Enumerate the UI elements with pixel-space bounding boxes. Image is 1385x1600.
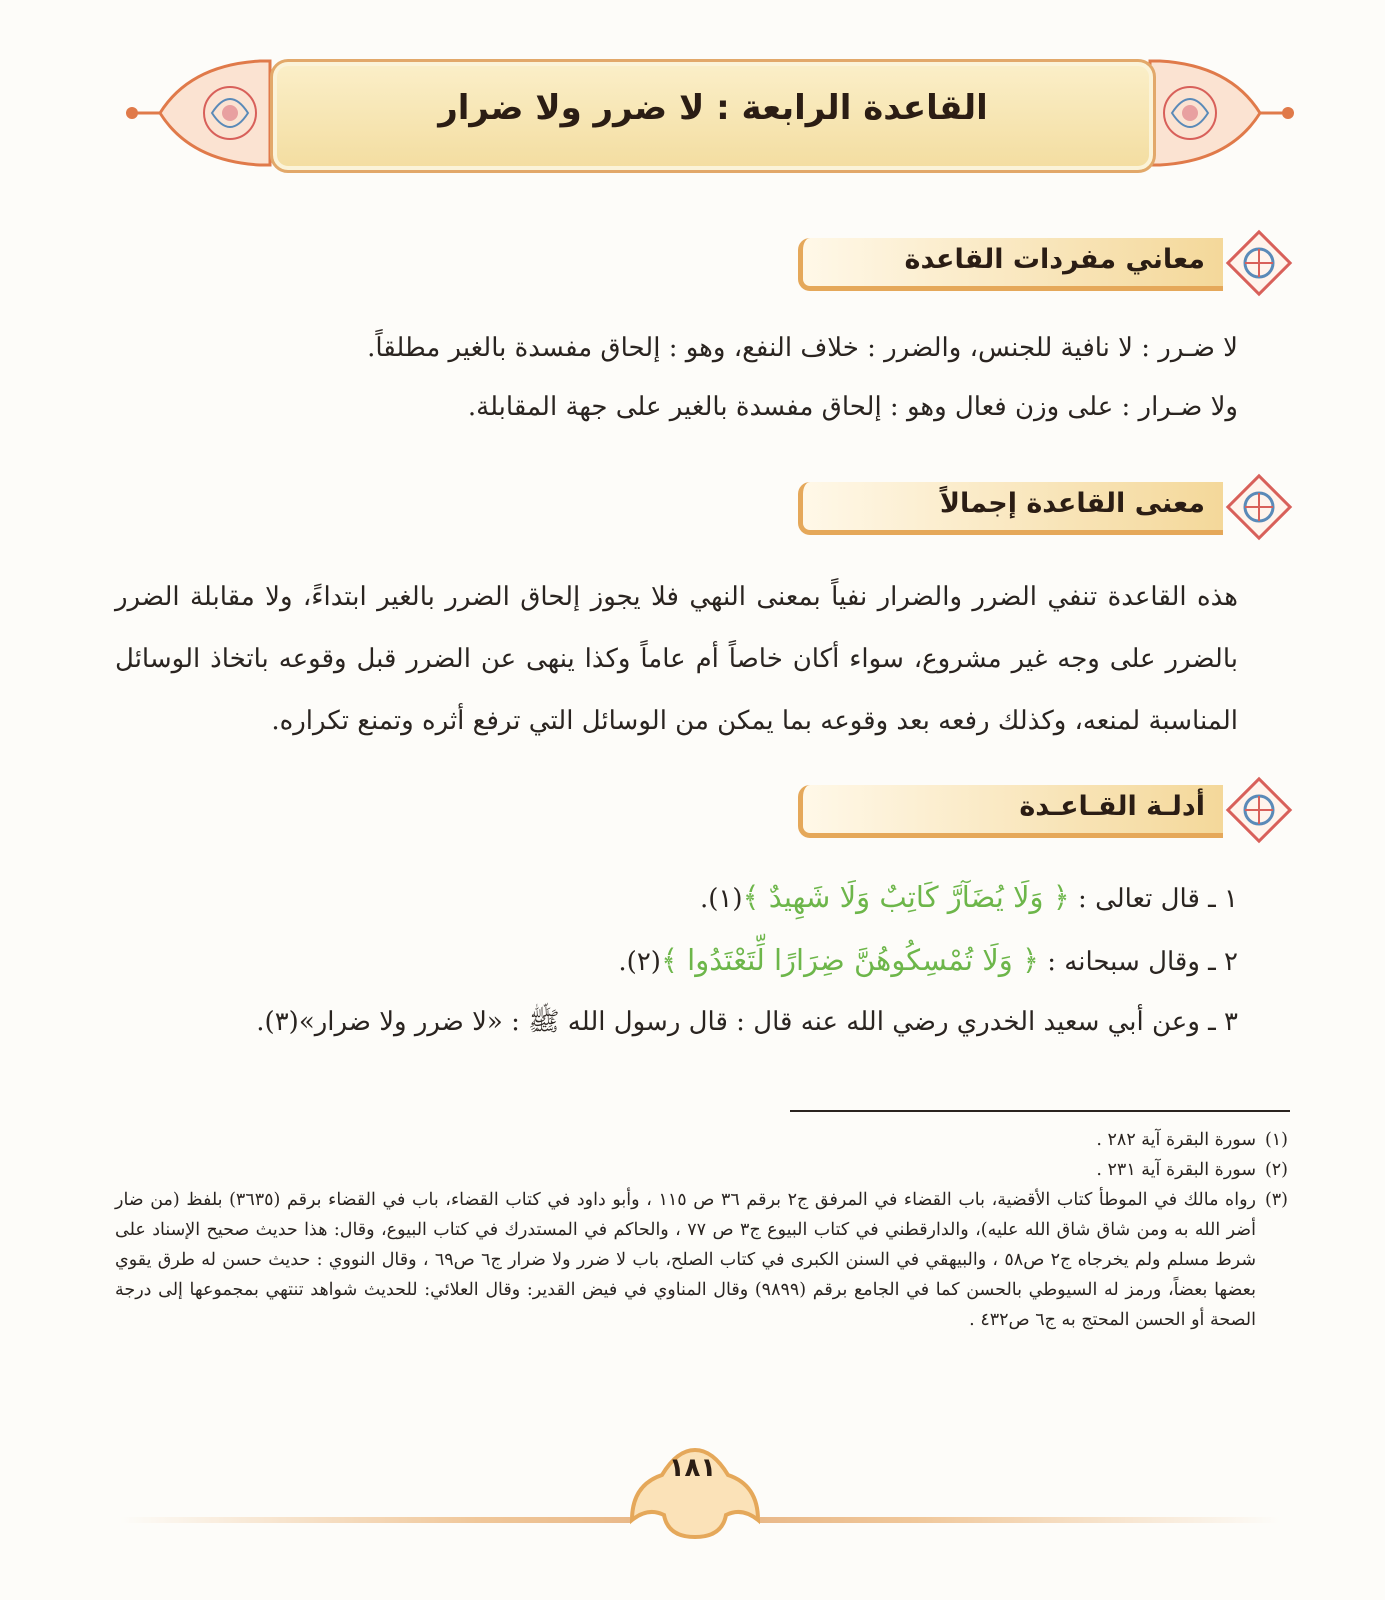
footnote-number: (٢)	[1264, 1160, 1288, 1180]
page-number: ١٨١	[668, 1453, 717, 1483]
quran-verse-1: ﴿ وَلَا يُضَآرَّ كَاتِبٌ وَلَا شَهِيدٌ ﴾	[742, 880, 1070, 914]
knot-ornament-icon	[1223, 228, 1295, 298]
chapter-banner	[120, 55, 1300, 175]
footnote-ref-2: (٢).	[618, 947, 661, 977]
evidence-item-2	[618, 943, 1238, 977]
chapter-title: القاعدة الرابعة : لا ضرر ولا ضرار	[438, 88, 988, 128]
footnote-ref-1: (١).	[699, 884, 743, 914]
section-title-vocab: معاني مفردات القاعدة	[904, 244, 1205, 275]
footnote-text: سورة البقرة آية ٢٣١ .	[1096, 1160, 1256, 1180]
evidence-item-3: ٣ ـ وعن أبي سعيد الخدري رضي الله عنه قال : قال رسول الله ﷺ : «لا ضرر ولا ضرار»(٣).	[256, 1007, 1238, 1037]
footnote-3	[115, 1185, 1288, 1335]
footnote-number: (٣)	[1264, 1190, 1288, 1210]
evidence-item-2-prefix: ٢ ـ وقال سبحانه :	[1039, 947, 1238, 977]
section-header-meaning	[795, 472, 1295, 542]
left-ornament-icon	[120, 55, 290, 171]
knot-ornament-icon	[1223, 775, 1295, 845]
banner-box	[270, 59, 1156, 173]
footer-line-left	[120, 1517, 630, 1523]
footnote-text: سورة البقرة آية ٢٨٢ .	[1096, 1130, 1256, 1150]
section-header-evidence	[795, 775, 1295, 845]
evidence-item-1-prefix: ١ ـ قال تعالى :	[1069, 884, 1238, 914]
evidence-item-1	[700, 880, 1238, 914]
meaning-paragraph: هذه القاعدة تنفي الضرر والضرار نفياً بمعنى النهي فلا يجوز إلحاق الضرر بالغير ابتداءً، ولا مقابلة الضرر بالضرر على وجه غير مشروع، سواء أكان خاصاً أم عاماً وكذا ينهى عن الضرر قبل وقوعه باتخاذ الوسائل المناسبة لمنعه، وكذلك رفعه بعد وقوعه بما يمكن من الوسائل التي ترفع أثره وتمنع تكراره.	[115, 582, 1238, 736]
vocab-line-2: ولا ضـرار : على وزن فعال وهو : إلحاق مفسدة بالغير على جهة المقابلة.	[467, 392, 1238, 422]
footnote-divider	[790, 1110, 1290, 1112]
section-title-meaning: معنى القاعدة إجمالاً	[939, 488, 1205, 519]
quran-verse-2: ﴿ وَلَا تُمْسِكُوهُنَّ ضِرَارًا لِّتَعْتَدُوا ﴾	[660, 943, 1040, 977]
footnote-1	[115, 1125, 1288, 1155]
vocab-line-1: لا ضـرر : لا نافية للجنس، والضرر : خلاف النفع، وهو : إلحاق مفسدة بالغير مطلقاً.	[367, 333, 1238, 363]
footer-line-right	[760, 1517, 1280, 1523]
page-footer	[0, 1445, 1385, 1555]
section-header-vocab	[795, 228, 1295, 298]
footnote-number: (١)	[1264, 1130, 1288, 1150]
footnotes	[115, 1125, 1288, 1335]
knot-ornament-icon	[1223, 472, 1295, 542]
footnote-2	[115, 1155, 1288, 1185]
section-title-evidence: أدلـة القـاعـدة	[1019, 791, 1205, 822]
footnote-text: رواه مالك في الموطأ كتاب الأقضية، باب القضاء في المرفق ج٢ برقم ٣٦ ص ١١٥ ، وأبو داود في كتاب القضاء، باب في القضاء برقم (٣٦٣٥) بلفظ (من ضار أضر الله به ومن شاق شاق الله عليه)، والدارقطني في كتاب البيوع ج٣ ص ٧٧ ، والحاكم في المستدرك في كتاب البيوع، وقال: هذا حديث صحيح الإسناد على شرط مسلم ولم يخرجاه ج٢ ص٥٨ ، والبيهقي في السنن الكبرى في كتاب الصلح، باب لا ضرر ولا ضرار ج٦ ص٦٩ ، وقال النووي : حديث حسن له طرق يقوي بعضها بعضاً، ورمز له السيوطي بالحسن كما في الجامع برقم (٩٨٩٩) وقال المناوي في فيض القدير: وقال العلائي: للحديث شواهد تنتهي بمجموعها إلى درجة الصحة أو الحسن المحتج به ج٦ ص٤٣٢ .	[115, 1190, 1256, 1330]
